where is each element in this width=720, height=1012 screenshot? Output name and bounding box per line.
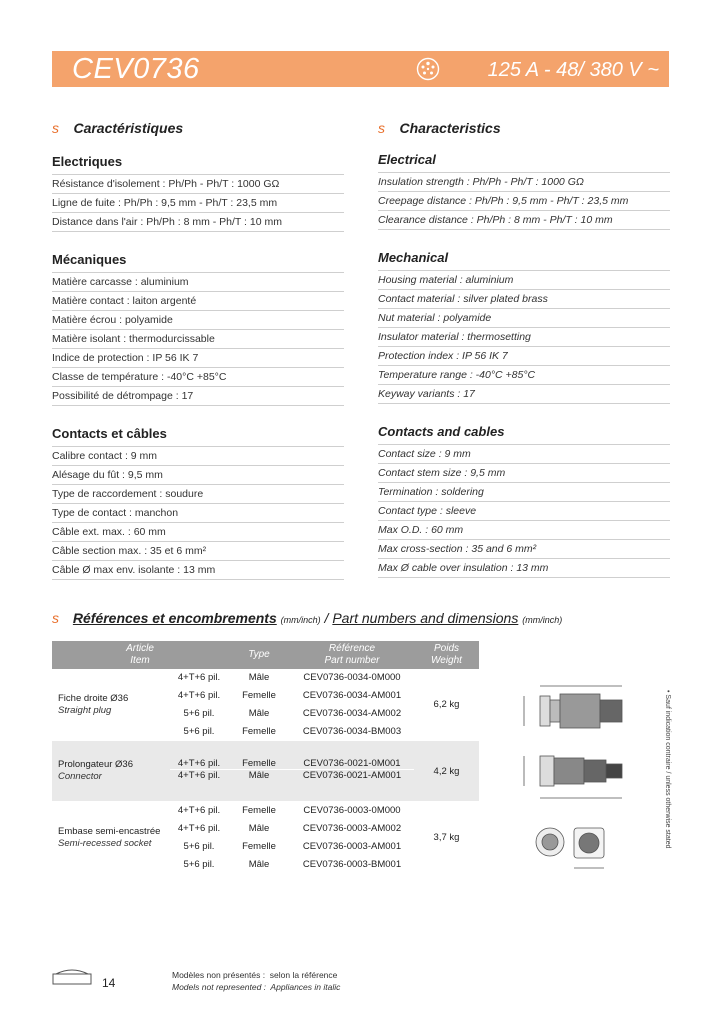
header-item-en: Item [130,655,150,666]
subheading-contacts-fr: Contacts et câbles [52,426,167,441]
characteristics-fr [52,120,344,580]
weight: 3,7 kg [414,802,479,874]
section-title-en: Characteristics [399,120,501,136]
table-header-row [52,641,479,669]
part-number: CEV0736-0021-AM001 [290,770,414,802]
weight: 4,2 kg [414,741,479,802]
pin-config: 4+T+6 pil. [170,741,228,770]
mechanical-list-fr [52,272,344,406]
pin-config: 5+6 pil. [170,723,228,741]
contact-type: Femelle [228,838,290,856]
contact-type: Mâle [228,770,290,802]
header-band [52,51,669,87]
socket-drawing [536,828,604,868]
pin-config: 4+T+6 pil. [170,802,228,820]
contact-type: Mâle [228,820,290,838]
item-name-fr: Embase semi-encastrée [58,825,161,837]
list-item: Indice de protection : IP 56 IK 7 [52,349,344,368]
list-item: Clearance distance : Ph/Ph : 8 mm - Ph/T : 10 mm [378,211,670,230]
list-item: Insulator material : thermosetting [378,328,670,347]
contact-type: Femelle [228,723,290,741]
header-weight-en: Weight [431,655,462,666]
contact-type: Femelle [228,687,290,705]
straight-plug-drawing [524,686,622,728]
part-number: CEV0736-0003-0M000 [290,802,414,820]
title-separator: / [320,610,333,626]
dimension-drawings [484,672,664,892]
drawing-side-note [660,690,672,890]
contact-type: Mâle [228,705,290,723]
list-item: Protection index : IP 56 IK 7 [378,347,670,366]
list-item: Câble Ø max env. isolante : 13 mm [52,561,344,580]
weight: 6,2 kg [414,669,479,741]
references-title-en: Part numbers and dimensions [332,610,519,626]
list-item: Max O.D. : 60 mm [378,521,670,540]
contact-type: Femelle [228,741,290,770]
list-item: Distance dans l'air : Ph/Ph : 8 mm - Ph/T : 10 mm [52,213,344,232]
table-row [52,802,479,820]
subheading-mechanical-fr: Mécaniques [52,252,127,267]
electrical-list-fr [52,174,344,232]
list-item: Classe de température : -40°C +85°C [52,368,344,387]
part-number: CEV0736-0003-BM001 [290,856,414,874]
pin-config: 4+T+6 pil. [170,820,228,838]
list-item: Possibilité de détrompage : 17 [52,387,344,406]
list-item: Max cross-section : 35 and 6 mm² [378,540,670,559]
header-item-fr: Article [126,643,154,654]
list-item: Termination : soldering [378,483,670,502]
pin-config: 4+T+6 pil. [170,687,228,705]
item-name [52,669,170,741]
header-ref-fr: Référence [328,643,376,654]
list-item: Résistance d'isolement : Ph/Ph - Ph/T : 1000 GΩ [52,174,344,194]
pin-config: 5+6 pil. [170,705,228,723]
pin-config: 5+6 pil. [170,856,228,874]
references-title-fr: Références et encombrements [72,610,277,626]
part-number: CEV0736-0034-AM001 [290,687,414,705]
section-title-fr: Caractéristiques [73,120,184,136]
list-item: Câble section max. : 35 et 6 mm² [52,542,344,561]
list-item: Nut material : polyamide [378,309,670,328]
part-number: CEV0736-0021-0M001 [290,741,414,770]
pin-config: 5+6 pil. [170,838,228,856]
list-item: Ligne de fuite : Ph/Ph : 9,5 mm - Ph/T : 23,5 mm [52,194,344,213]
section-bullet: s [378,120,385,136]
header-ref [290,641,414,669]
list-item: Keyway variants : 17 [378,385,670,404]
item-name-fr: Prolongateur Ø36 [58,759,133,770]
characteristics-en [378,120,670,578]
multipin-socket-icon [416,57,440,81]
footer-note-fr: Modèles non présentés : ​ selon la référence [172,970,338,980]
list-item: Temperature range : -40°C +85°C [378,366,670,385]
references-heading [52,610,562,626]
list-item: Type de contact : manchon [52,504,344,523]
header-weight [414,641,479,669]
list-item: Insulation strength : Ph/Ph - Ph/T : 1000 GΩ [378,172,670,192]
list-item: Matière contact : laiton argenté [52,292,344,311]
list-item: Type de raccordement : soudure [52,485,344,504]
list-item: Creepage distance : Ph/Ph : 9,5 mm - Ph/T : 23,5 mm [378,192,670,211]
table-row [52,669,479,687]
pin-config: 4+T+6 pil. [170,770,228,802]
contact-type: Femelle [228,802,290,820]
contact-type: Mâle [228,669,290,687]
part-number: CEV0736-0034-AM002 [290,705,414,723]
contact-type: Mâle [228,856,290,874]
part-number: CEV0736-0034-BM003 [290,723,414,741]
header-weight-fr: Poids [433,643,459,654]
section-bullet: s [52,120,59,136]
mechanical-list-en [378,270,670,404]
header-item [52,641,228,669]
item-name-fr: Fiche droite Ø36 [58,692,129,704]
item-name-en: Semi-recessed socket [58,837,152,849]
connector-drawing [524,756,622,798]
references-unit-en: (mm/inch) [522,615,563,625]
electrical-list-en [378,172,670,230]
part-number: CEV0736-0003-AM002 [290,820,414,838]
subheading-electrical-en: Electrical [378,152,436,167]
pin-config: 4+T+6 pil. [170,669,228,687]
contacts-list-en [378,444,670,578]
header-type: Type [228,641,290,669]
item-name-en: Straight plug [58,704,112,716]
list-item: Housing material : aluminium [378,270,670,290]
item-name [52,741,170,802]
voltage-rating: 125 A - 48/ 380 V ~ [487,59,659,81]
subheading-electrical-fr: Electriques [52,154,123,169]
footer-note-en: Models not represented : ​ Appliances in italic [172,982,341,992]
drawing-note-text: • Sauf indication contraire / unless otherwise stated [664,690,671,849]
brand-logo-icon [52,966,94,988]
item-name-en: Connector [58,771,102,782]
list-item: Contact material : silver plated brass [378,290,670,309]
list-item: Matière carcasse : aluminium [52,272,344,292]
subheading-contacts-en: Contacts and cables [378,424,505,439]
header-ref-en: Part number [324,655,380,666]
table-row [52,741,479,770]
list-item: Contact size : 9 mm [378,444,670,464]
list-item: Contact type : sleeve [378,502,670,521]
list-item: Alésage du fût : 9,5 mm [52,466,344,485]
list-item: Calibre contact : 9 mm [52,446,344,466]
list-item: Max Ø cable over insulation : 13 mm [378,559,670,578]
references-unit-fr: (mm/inch) [280,615,321,625]
list-item: Câble ext. max. : 60 mm [52,523,344,542]
item-name [52,802,170,874]
references-table [52,641,479,874]
subheading-mechanical-en: Mechanical [378,250,449,265]
list-item: Matière écrou : polyamide [52,311,344,330]
part-number: CEV0736-0003-AM001 [290,838,414,856]
part-number: CEV0736-0034-0M000 [290,669,414,687]
contacts-list-fr [52,446,344,580]
model-title: CEV0736 [72,53,200,85]
section-bullet: s [52,610,59,626]
list-item: Contact stem size : 9,5 mm [378,464,670,483]
page-number: 14 [102,976,116,990]
list-item: Matière isolant : thermodurcissable [52,330,344,349]
